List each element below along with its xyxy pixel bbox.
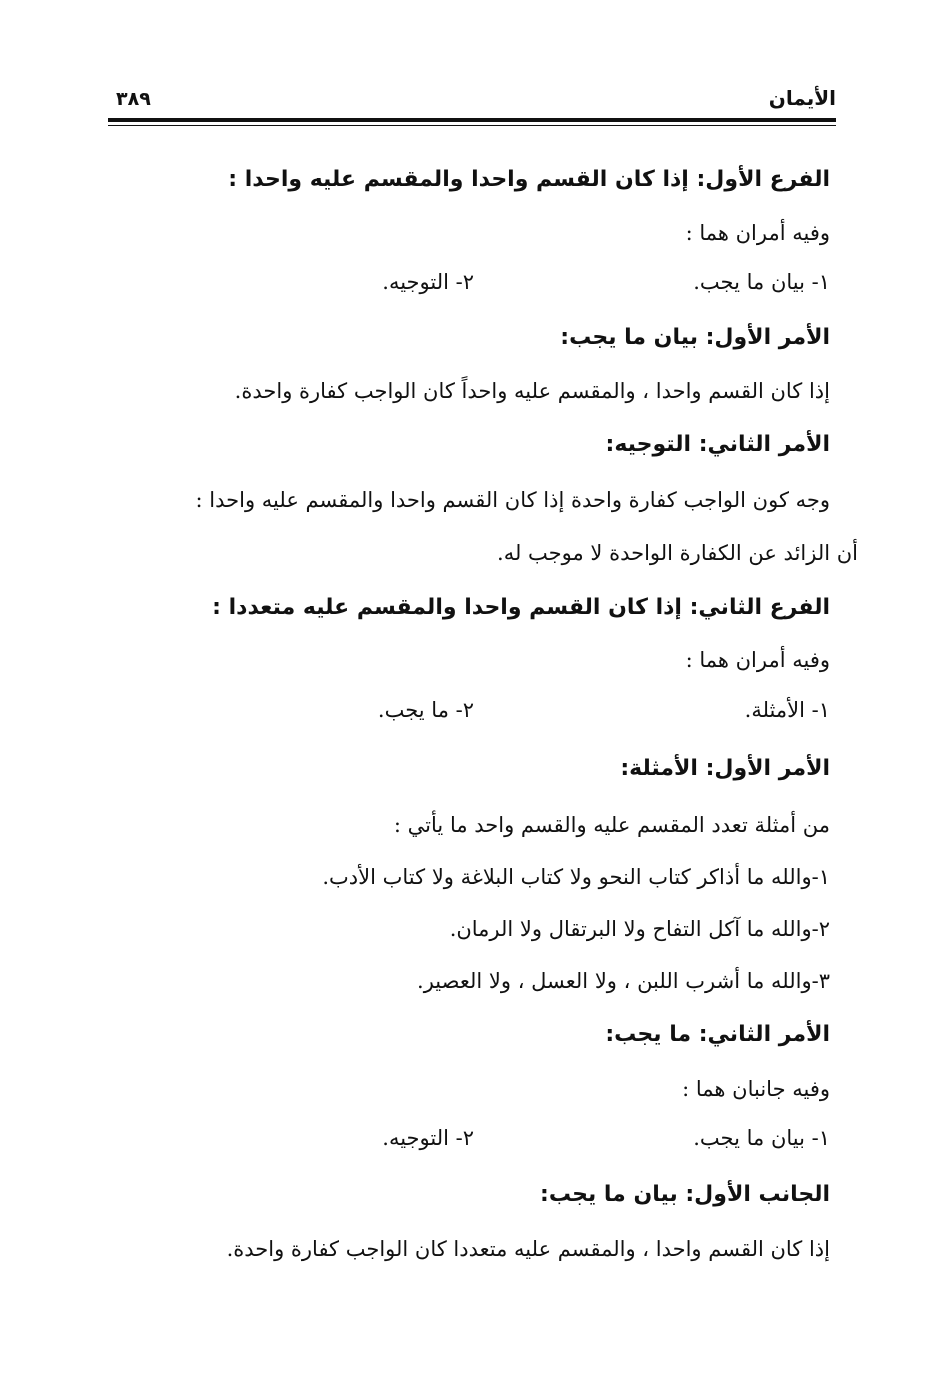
enumeration-item: ٢- التوجيه.	[382, 270, 474, 294]
example-line: ٣-والله ما أشرب اللبن ، ولا العسل ، ولا العصير.	[417, 969, 830, 993]
paragraph-line: إذا كان القسم واحدا ، والمقسم عليه متعددا كان الواجب كفارة واحدة.	[226, 1237, 830, 1261]
subsection-heading: الأمر الثاني: ما يجب:	[605, 1022, 830, 1047]
page-header	[108, 80, 836, 126]
example-line: ١-والله ما أذاكر كتاب النحو ولا كتاب البلاغة ولا كتاب الأدب.	[322, 865, 830, 889]
enumeration-item: ١- الأمثلة.	[744, 698, 830, 722]
running-head: الأيمان	[768, 86, 836, 110]
paragraph-line: إذا كان القسم واحدا ، والمقسم عليه واحداً كان الواجب كفارة واحدة.	[234, 379, 830, 403]
page-number: ٣٨٩	[116, 88, 151, 110]
enumeration-item: ١- بيان ما يجب.	[693, 1126, 830, 1150]
enumeration-row	[0, 698, 830, 728]
paragraph-line: أن الزائد عن الكفارة الواحدة لا موجب له.	[497, 541, 858, 565]
enumeration-row	[0, 1126, 830, 1156]
paragraph-line: وفيه أمران هما :	[685, 221, 830, 245]
enumeration-item: ١- بيان ما يجب.	[693, 270, 830, 294]
subsection-heading: الأمر الثاني: التوجيه:	[605, 432, 830, 457]
paragraph-line: وفيه جانبان هما :	[682, 1077, 830, 1101]
section-heading-1: الفرع الأول: إذا كان القسم واحدا والمقسم عليه واحدا :	[228, 167, 830, 192]
header-rule-thick	[108, 118, 836, 122]
subsection-heading: الأمر الأول: الأمثلة:	[620, 756, 830, 781]
paragraph-line: وجه كون الواجب كفارة واحدة إذا كان القسم واحدا والمقسم عليه واحدا :	[195, 488, 830, 512]
subsection-heading: الجانب الأول: بيان ما يجب:	[540, 1182, 830, 1207]
enumeration-row	[0, 270, 830, 300]
header-rule-thin	[108, 125, 836, 126]
enumeration-item: ٢- التوجيه.	[382, 1126, 474, 1150]
example-line: ٢-والله ما آكل التفاح ولا البرتقال ولا الرمان.	[449, 917, 830, 941]
section-heading-2: الفرع الثاني: إذا كان القسم واحدا والمقسم عليه متعددا :	[212, 595, 830, 620]
paragraph-line: من أمثلة تعدد المقسم عليه والقسم واحد ما يأتي :	[393, 813, 830, 837]
subsection-heading: الأمر الأول: بيان ما يجب:	[560, 325, 830, 350]
paragraph-line: وفيه أمران هما :	[685, 648, 830, 672]
enumeration-item: ٢- ما يجب.	[377, 698, 474, 722]
